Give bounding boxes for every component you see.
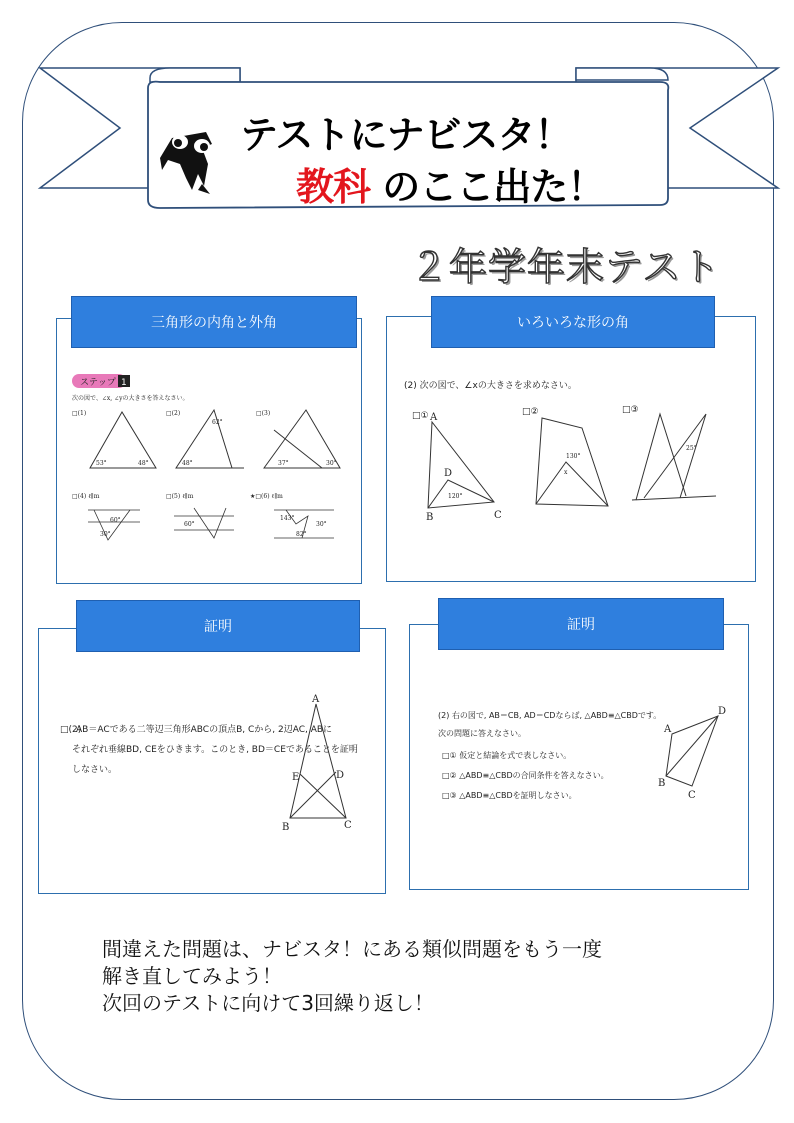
angle-label: 48° [138,460,149,467]
angles-instruction: (2) 次の図で、∠xの大きさを求めなさい。 [404,381,577,391]
vertex-label: D [444,468,453,479]
proof-2-line: 次の問題に答えなさい。 [438,729,526,738]
angle-label: 37° [278,460,289,467]
header-title: テストにナビスタ！ [240,113,572,157]
vertex-label: E [292,772,300,783]
proof-1-problem: □(2) [60,725,82,735]
footer-line-2: 解き直してみよう！ [102,964,282,988]
angle-label: 60° [110,517,121,524]
figure-various-angles [396,370,746,570]
vertex-label: D [336,770,345,781]
figure-congruence-proof [430,700,740,820]
angle-label: 48° [182,460,193,467]
vertex-label: C [344,820,352,831]
angle-label: 143° [280,515,295,522]
vertex-label: B [282,822,290,833]
angle-label: 82° [296,531,307,538]
problem-5-label: □(5) ℓ∥m [166,493,194,500]
angle-label: 60° [184,521,195,528]
panel-tab-proof-2: 証明 [438,598,724,650]
angle-label: 30° [326,460,337,467]
proof-2-line: □③ △ABD≡△CBDを証明しなさい。 [442,791,577,800]
problem-1-label: □(1) [72,410,87,417]
angle-label: 25° [686,445,697,452]
panel-tab-proof-1: 証明 [76,600,360,652]
step-number: 1 [121,378,127,388]
step-badge: ステップ [80,378,116,388]
panel-tab-triangle-angles: 三角形の内角と外角 [71,296,357,348]
problem-4-label: □(4) ℓ∥m [72,493,100,500]
exam-subtitle: ２年学年末テスト [410,245,721,289]
proof-2-line: (2) 右の図で, AB＝CB, AD＝CDならば, △ABD≡△CBDです。 [438,711,662,720]
mascot-logo [158,124,228,196]
panel-tab-various-angles: いろいろな形の角 [431,296,715,348]
angle-label: 130° [566,453,581,460]
footer-line-3: 次回のテストに向けて3回繰り返し！ [102,991,434,1015]
angle-label: 62° [212,419,223,426]
vertex-label: C [494,510,502,521]
vertex-label: D [718,706,727,717]
angle-label: 120° [448,493,463,500]
header-title-line2 [296,156,604,211]
proof-1-text: しなさい。 [72,765,118,775]
figure-triangle-problems [64,370,354,570]
problem-2-label: □(2) [166,410,181,417]
problem-6-label: ★□(6) ℓ∥m [250,493,283,500]
footer-line-1: 間違えた問題は、ナビスタ！にある類似問題をもう一度 [102,937,602,961]
vertex-label: A [312,694,320,705]
angle-label: 53° [96,460,107,467]
problem-1-label: □① [412,411,429,421]
figure-isosceles-proof [56,690,376,840]
vertex-label: B [658,778,666,789]
vertex-label: C [688,790,696,801]
problem-3-label: □(3) [256,410,271,417]
vertex-label: A [664,724,672,735]
proof-2-line: □② △ABD≡△CBDの合同条件を答えなさい。 [442,771,609,780]
proof-1-text: それぞれ垂線BD, CEをひきます。このとき, BD＝CEであることを証明 [72,745,358,755]
proof-2-line: □① 仮定と結論を式で表しなさい。 [442,751,572,760]
header-title-rest: のここ出た！ [370,165,605,209]
footer-message [102,936,602,1017]
angle-label: 30° [100,531,111,538]
subject-placeholder: 教科 [296,165,371,209]
vertex-label: B [426,512,434,523]
angle-label: 30° [316,521,327,528]
triangle-instruction: 次の図で、∠x, ∠yの大きさを答えなさい。 [72,395,189,402]
angle-variable: x [564,469,568,476]
problem-3-label: □③ [622,405,639,415]
problem-2-label: □② [522,407,539,417]
vertex-label: A [430,412,438,423]
proof-1-text: AB＝ACである二等辺三角形ABCの頂点B, Cから, 2辺AC, ABに [76,725,333,735]
